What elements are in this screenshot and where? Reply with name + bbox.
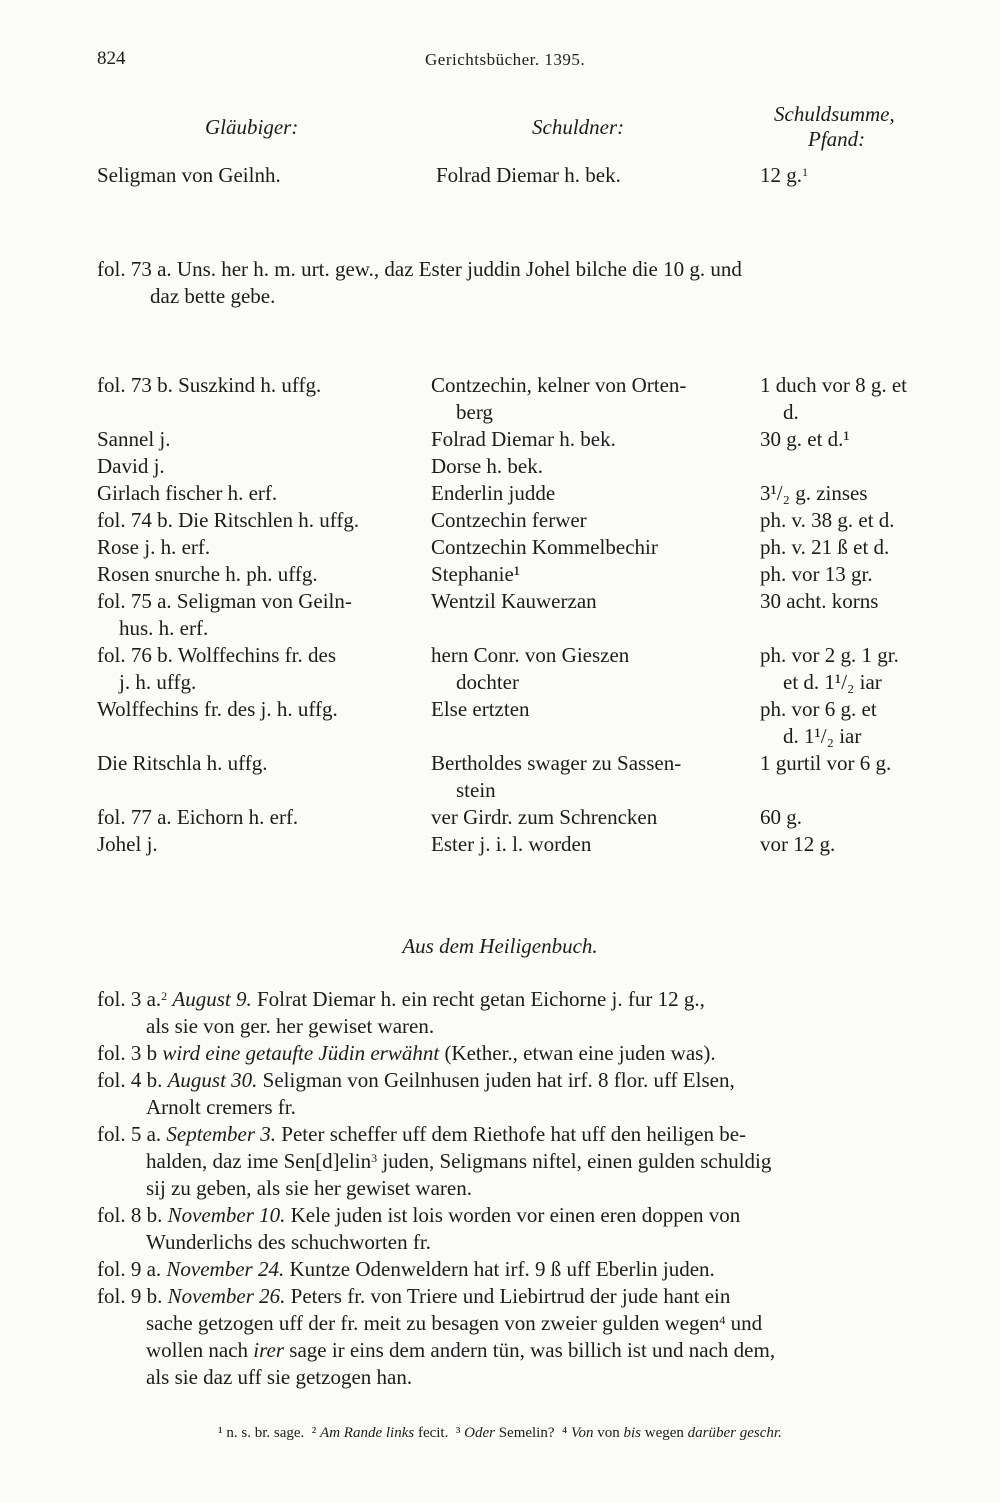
debtor-cell: Dorse h. bek. — [431, 454, 543, 478]
creditor-cell: hus. h. erf. — [119, 616, 209, 640]
sum-cell: ph. vor 2 g. 1 gr. — [760, 643, 899, 667]
debtor-cell: Folrad Diemar h. bek. — [431, 427, 616, 451]
column-head-sum-2: Pfand: — [808, 127, 866, 151]
entry-line: Wunderlichs des schuchworten fr. — [146, 1230, 431, 1254]
sum-cell: 30 acht. korns — [760, 589, 879, 613]
footnote-1: ¹ n. s. br. sage. — [218, 1425, 305, 1441]
column-head-creditor: Gläubiger: — [205, 115, 299, 139]
entry-line: halden, daz ime Sen[d]elin$^3$ juden, Seligmans niftel, einen gulden schuldig — [146, 1149, 772, 1173]
first-entry-row — [0, 162, 1000, 189]
footnote-4: ⁴ Von von bis wegen darüber geschr. — [562, 1425, 782, 1441]
creditor-cell: fol. 73 b. Suszkind h. uffg. — [97, 373, 322, 397]
creditor-cell: Sannel j. — [97, 427, 171, 451]
footnotes — [0, 1420, 1000, 1447]
entry-line: fol. 9 b. November 26. Peters fr. von Triere und Liebirtrud der jude hant ein — [97, 1284, 731, 1308]
debtor-cell: dochter — [456, 670, 519, 694]
debtor-cell: hern Conr. von Gieszen — [431, 643, 630, 667]
table-row — [0, 372, 1000, 426]
creditor-cell: Wolffechins fr. des j. h. uffg. — [97, 697, 338, 721]
table-row — [0, 507, 1000, 534]
sum-cell: d. 1¹/₂ iar — [783, 724, 862, 748]
sum-cell: d. — [783, 400, 799, 424]
table-row — [0, 696, 1000, 750]
footnote-2: ² Am Rande links fecit. — [311, 1425, 449, 1441]
debtor-cell: Stephanie¹ — [431, 562, 521, 586]
table-row — [0, 480, 1000, 507]
text-line: daz bette gebe. — [150, 284, 276, 308]
debtor-cell: Contzechin Kommelbechir — [431, 535, 658, 559]
entry-line: fol. 8 b. November 10. Kele juden ist lois worden vor einen eren doppen von — [97, 1203, 741, 1227]
sum-cell: ph. v. 38 g. et d. — [760, 508, 895, 532]
sum-cell: 1 duch vor 8 g. et — [760, 373, 907, 397]
fol-73a-paragraph — [97, 256, 939, 310]
column-head-debtor: Schuldner: — [532, 115, 625, 139]
table-row — [0, 588, 1000, 642]
creditor-cell: fol. 76 b. Wolffechins fr. des — [97, 643, 336, 667]
creditor-cell: fol. 74 b. Die Ritschlen h. uffg. — [97, 508, 360, 532]
debtor-cell: Ester j. i. l. worden — [431, 832, 592, 856]
creditor-cell: David j. — [97, 454, 165, 478]
entry-line: sache getzogen uff der fr. meit zu besagen von zweier gulden wegen$^4$ und — [146, 1311, 763, 1335]
sum-cell: ph. vor 13 gr. — [760, 562, 873, 586]
creditor-cell: Girlach fischer h. erf. — [97, 481, 278, 505]
creditor-cell: fol. 77 a. Eichorn h. erf. — [97, 805, 299, 829]
page-number: 824 — [97, 48, 126, 69]
text-line: fol. 73 a. Uns. her h. m. urt. gew., daz Ester juddin Johel bilche die 10 g. und — [97, 257, 742, 281]
column-head-sum-1: Schuldsumme, — [774, 102, 895, 126]
table-row — [0, 426, 1000, 453]
debtor-cell: Else ertzten — [431, 697, 530, 721]
table-row — [0, 831, 1000, 858]
table-row — [0, 453, 1000, 480]
sum-cell: 3¹/₂ g. zinses — [760, 481, 868, 505]
creditor-cell: Die Ritschla h. uffg. — [97, 751, 268, 775]
sum-cell: et d. 1¹/₂ iar — [783, 670, 882, 694]
footnote-3: ³ Oder Semelin? — [455, 1425, 555, 1441]
debtor-cell: Wentzil Kauwerzan — [431, 589, 597, 613]
entry-line: sij zu geben, als sie her gewiset waren. — [146, 1176, 472, 1200]
creditor-cell: Rosen snurche h. ph. uffg. — [97, 562, 318, 586]
entry-line: Arnolt cremers fr. — [146, 1095, 296, 1119]
entry-line: als sie von ger. her gewiset waren. — [146, 1014, 435, 1038]
running-title: Gerichtsbücher. 1395. — [425, 50, 586, 69]
table-row — [0, 642, 1000, 696]
heiligenbuch-entries — [97, 986, 939, 1391]
sum: 12 g.$^1$ — [760, 163, 808, 187]
section-title: Aus dem Heiligenbuch. — [402, 934, 598, 958]
table-row — [0, 750, 1000, 804]
sum-cell: ph. v. 21 ß et d. — [760, 535, 890, 559]
debtor-cell: berg — [456, 400, 493, 424]
entry-line: fol. 3 b wird eine getaufte Jüdin erwähnt (Kether., etwan eine juden was). — [97, 1041, 716, 1065]
entry-line: fol. 9 a. November 24. Kuntze Odenweldern hat irf. 9 ß uff Eberlin juden. — [97, 1257, 715, 1281]
sum-cell: vor 12 g. — [760, 832, 836, 856]
debtor-cell: Contzechin ferwer — [431, 508, 587, 532]
entry-line: fol. 5 a. September 3. Peter scheffer uff dem Riethofe hat uff den heiligen be- — [97, 1122, 747, 1146]
sum-cell: ph. vor 6 g. et — [760, 697, 877, 721]
creditor-cell: j. h. uffg. — [119, 670, 197, 694]
creditor-cell: Johel j. — [97, 832, 158, 856]
table-row — [0, 534, 1000, 561]
debtor: Folrad Diemar h. bek. — [436, 163, 621, 187]
entry-line: fol. 3 a.$^2$ August 9. Folrat Diemar h. ein recht getan Eichorne j. fur 12 g., — [97, 987, 705, 1011]
debtor-cell: ver Girdr. zum Schrencken — [431, 805, 658, 829]
entry-line: fol. 4 b. August 30. Seligman von Geilnhusen juden hat irf. 8 flor. uff Elsen, — [97, 1068, 735, 1092]
sum-cell: 30 g. et d.¹ — [760, 427, 850, 451]
table-row — [0, 561, 1000, 588]
debtor-cell: Bertholdes swager zu Sassen- — [431, 751, 682, 775]
table-row — [0, 804, 1000, 831]
sum-cell: 1 gurtil vor 6 g. — [760, 751, 892, 775]
debtor-cell: stein — [456, 778, 496, 802]
debtor-cell: Contzechin, kelner von Orten- — [431, 373, 687, 397]
entry-line: als sie daz uff sie getzogen han. — [146, 1365, 413, 1389]
creditor: Seligman von Geilnh. — [97, 163, 281, 187]
entry-line: wollen nach irer sage ir eins dem andern tün, was billich ist und nach dem, — [146, 1338, 776, 1362]
creditor-cell: fol. 75 a. Seligman von Geiln- — [97, 589, 352, 613]
debtor-cell: Enderlin judde — [431, 481, 556, 505]
sum-cell: 60 g. — [760, 805, 802, 829]
creditor-cell: Rose j. h. erf. — [97, 535, 211, 559]
